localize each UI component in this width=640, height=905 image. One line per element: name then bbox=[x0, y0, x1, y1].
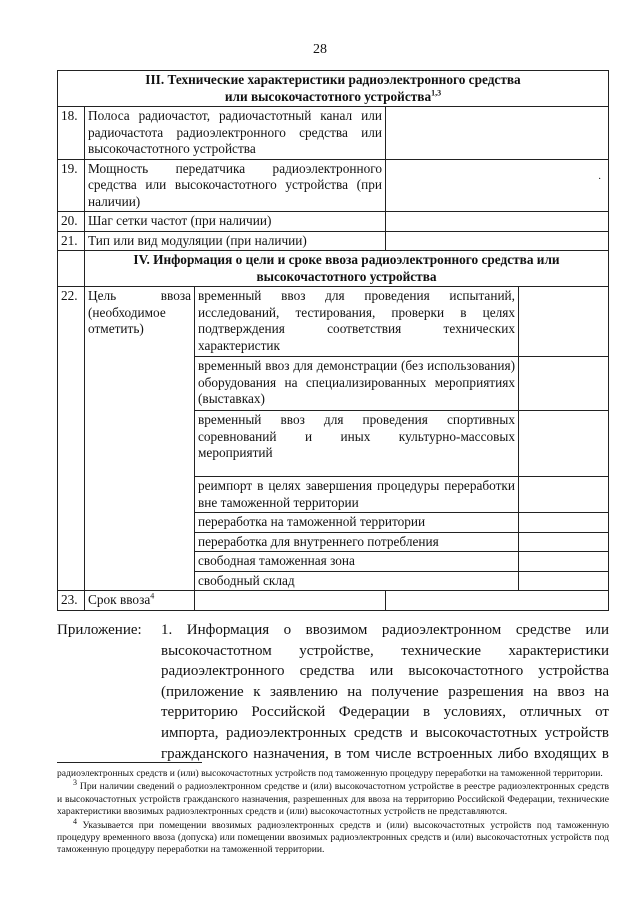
purpose-option-text: свободный склад bbox=[195, 571, 519, 591]
page-number: 28 bbox=[313, 42, 327, 57]
table-row bbox=[58, 107, 609, 160]
footnote-text: При наличии сведений о радиоэлектронном средстве и (или) высокочастотном устройстве в реестре радиоэлектронных средств и высокочастотных устройств гражданского назначения, разрешенных для ввоза на территорию Российской Федерации, технические характеристики ввозимых радиоэлектронных средств и (или) высокочастотных устройств не представляются. bbox=[57, 781, 609, 818]
purpose-option-mark[interactable] bbox=[519, 477, 609, 513]
value-cell[interactable] bbox=[386, 159, 609, 212]
purpose-option-text: временный ввоз для проведения спортивных соревнований и иных культурно-массовых мероприятий bbox=[195, 411, 519, 477]
section4-title-line1: IV. Информация о цели и сроке ввоза радиоэлектронного средства или bbox=[133, 252, 560, 267]
appendix-text: 1. Информация о ввозимом радиоэлектронном средстве или высокочастотном устройстве, технические характеристики радиоэлектронного средства или высокочастотного устройства (приложение к заявлению на получение разрешения на ввоз на территорию Российской Федерации в условиях, отличных от импорта, радиоэлектронных средств и высокочастотных устройств гражданского назначения, в том числе встроенных либо входящих в bbox=[161, 622, 609, 762]
footnote bbox=[57, 816, 609, 857]
purpose-option-mark[interactable] bbox=[519, 532, 609, 552]
purpose-option-text: свободная таможенная зона bbox=[195, 552, 519, 572]
footnote bbox=[57, 768, 609, 780]
purpose-option-row bbox=[58, 287, 609, 357]
section3-header-row bbox=[58, 71, 609, 107]
footnote-mark: 3 bbox=[73, 778, 77, 788]
value-cell[interactable] bbox=[195, 591, 386, 611]
appendix-label: Приложение: bbox=[57, 622, 142, 638]
section3-title bbox=[58, 71, 609, 107]
purpose-option-text: реимпорт в целях завершения процедуры переработки вне таможенной территории bbox=[195, 477, 519, 513]
row-number: 18. bbox=[58, 107, 85, 160]
purpose-option-mark[interactable] bbox=[519, 513, 609, 533]
stray-mark: · bbox=[598, 174, 602, 185]
purpose-option-mark[interactable] bbox=[519, 552, 609, 572]
row-label: Мощность передатчика радиоэлектронного средства или высокочастотного устройства (при наличии) bbox=[85, 159, 386, 212]
footnotes bbox=[57, 768, 609, 858]
value-cell[interactable] bbox=[386, 231, 609, 251]
purpose-option-text: переработка на таможенной территории bbox=[195, 513, 519, 533]
purpose-option-mark[interactable] bbox=[519, 571, 609, 591]
table-row bbox=[58, 159, 609, 212]
table-row bbox=[58, 591, 609, 611]
footnote-mark: 4 bbox=[73, 816, 77, 826]
value-cell[interactable] bbox=[386, 107, 609, 160]
value-cell[interactable] bbox=[386, 591, 609, 611]
row-label: Шаг сетки частот (при наличии) bbox=[85, 212, 386, 232]
section4-title-line2: высокочастотного устройства bbox=[256, 268, 437, 284]
row-number: 23. bbox=[58, 591, 85, 611]
table-row bbox=[58, 231, 609, 251]
import-term-label: Срок ввоза bbox=[88, 592, 151, 607]
purpose-option-mark[interactable] bbox=[519, 357, 609, 411]
purpose-option-text: временный ввоз для демонстрации (без использования) оборудования на специализированных мероприятиях (выставках) bbox=[195, 357, 519, 411]
application-form-table bbox=[57, 70, 609, 611]
row-number: 21. bbox=[58, 231, 85, 251]
purpose-label: Цель ввоза (необходимое отметить) bbox=[85, 287, 195, 591]
purpose-option-mark[interactable] bbox=[519, 411, 609, 477]
row-label: Тип или вид модуляции (при наличии) bbox=[85, 231, 386, 251]
row-label: Полоса радиочастот, радиочастотный канал или радиочастота радиоэлектронного средства или высокочастотного устройства bbox=[85, 107, 386, 160]
empty-cell bbox=[58, 251, 85, 287]
footnote-text: радиоэлектронных средств и (или) высокочастотных устройств под таможенную процедуру переработки на таможенной территории. bbox=[57, 768, 603, 779]
purpose-option-text: временный ввоз для проведения испытаний, исследований, тестирования, проверки в целях подтверждения соответствия технических характеристик bbox=[195, 287, 519, 357]
purpose-option-text: переработка для внутреннего потребления bbox=[195, 532, 519, 552]
row-number: 19. bbox=[58, 159, 85, 212]
footnote bbox=[57, 778, 609, 818]
section3-title-line2: или высокочастотного устройства bbox=[224, 88, 432, 104]
section3-title-sup: 1,3 bbox=[431, 88, 442, 98]
section3-title-line1: III. Технические характеристики радиоэлектронного средства bbox=[145, 72, 521, 87]
row-label bbox=[85, 591, 195, 611]
footnote-text: Указывается при помещении ввозимых радиоэлектронных средств и (или) высокочастотных устройств под таможенную процедуру временного ввоза (допуска) или помещении ввозимых радиоэлектронных средств и (или) высокочастотных устройств под таможенную процедуру переработки на таможенной территории. bbox=[57, 819, 609, 856]
purpose-option-mark[interactable] bbox=[519, 287, 609, 357]
row-number: 20. bbox=[58, 212, 85, 232]
section4-header-row bbox=[58, 251, 609, 287]
value-cell[interactable] bbox=[386, 212, 609, 232]
footnote-divider bbox=[57, 762, 202, 763]
table-row bbox=[58, 212, 609, 232]
row-number: 22. bbox=[58, 287, 85, 591]
import-term-sup: 4 bbox=[150, 591, 155, 601]
section4-title bbox=[85, 251, 609, 287]
